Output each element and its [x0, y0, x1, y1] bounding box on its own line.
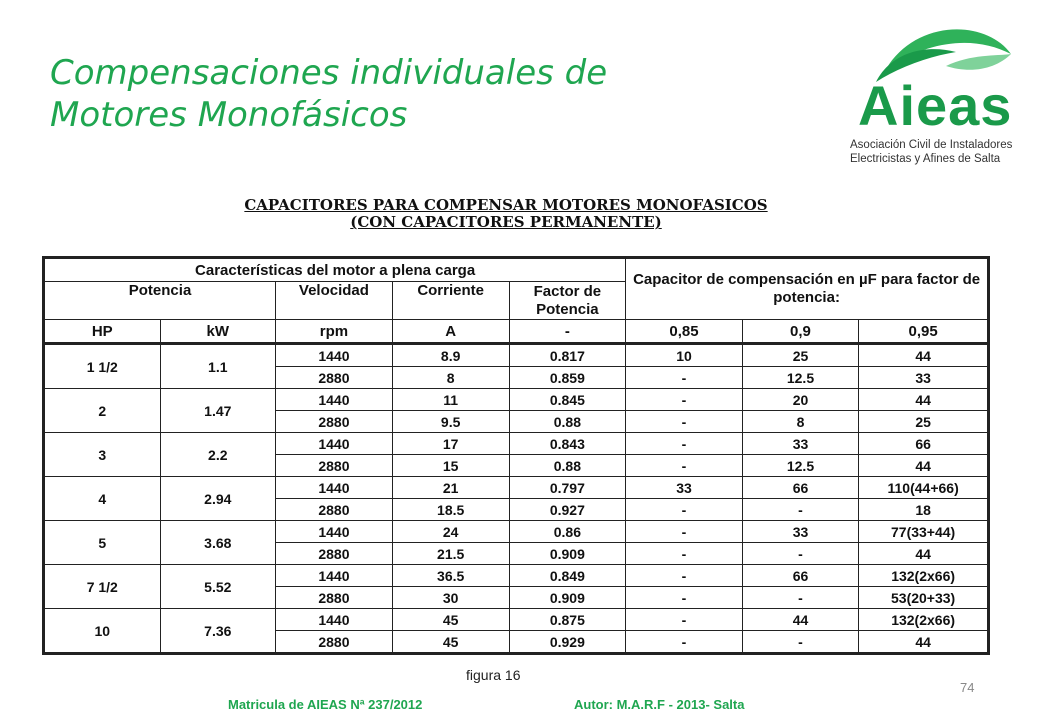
footer-right: Autor: M.A.R.F - 2013- Salta: [574, 697, 745, 712]
slide-title: [50, 52, 607, 136]
cell-cap-09: 12.5: [742, 367, 859, 389]
table-row: [44, 521, 989, 543]
cell-cap-085: -: [626, 367, 743, 389]
table-title-line2: (CON CAPACITORES PERMANENTE): [350, 213, 662, 231]
pf-085: 0,85: [626, 320, 743, 344]
header-factor: Factor de Potencia: [509, 282, 626, 320]
cell-cap-085: -: [626, 587, 743, 609]
cell-rpm: 2880: [276, 411, 393, 433]
cell-cap-085: -: [626, 565, 743, 587]
cell-cap-09: 12.5: [742, 455, 859, 477]
figure-caption: figura 16: [466, 667, 521, 683]
cell-power-factor: 0.929: [509, 631, 626, 654]
table-row: [44, 344, 989, 367]
cell-cap-09: 66: [742, 477, 859, 499]
cell-rpm: 2880: [276, 543, 393, 565]
cell-cap-085: -: [626, 389, 743, 411]
motor-hp: 3: [44, 433, 161, 477]
logo-subtitle: [850, 138, 1012, 166]
cell-cap-09: 8: [742, 411, 859, 433]
cell-rpm: 1440: [276, 477, 393, 499]
header-capacitor: Capacitor de compensación en µF para factor de potencia:: [626, 258, 989, 320]
cell-cap-085: -: [626, 411, 743, 433]
motor-kw: 2.94: [160, 477, 276, 521]
cell-current: 24: [392, 521, 509, 543]
cell-cap-09: -: [742, 543, 859, 565]
cell-current: 21: [392, 477, 509, 499]
cell-rpm: 2880: [276, 631, 393, 654]
slide-title-line1: Compensaciones individuales de: [50, 53, 608, 93]
cell-cap-085: -: [626, 543, 743, 565]
unit-dash: -: [509, 320, 626, 344]
table-title: [226, 197, 786, 231]
pf-09: 0,9: [742, 320, 859, 344]
cell-rpm: 2880: [276, 455, 393, 477]
motor-hp: 10: [44, 609, 161, 654]
cell-current: 17: [392, 433, 509, 455]
table-row: [44, 565, 989, 587]
cell-cap-09: 66: [742, 565, 859, 587]
header-velocidad: Velocidad: [276, 282, 393, 320]
cell-current: 45: [392, 609, 509, 631]
cell-power-factor: 0.843: [509, 433, 626, 455]
logo-subtitle-line1: Asociación Civil de Instaladores: [850, 139, 1013, 151]
cell-power-factor: 0.797: [509, 477, 626, 499]
cell-current: 18.5: [392, 499, 509, 521]
unit-kw: kW: [160, 320, 276, 344]
table-title-line1: CAPACITORES PARA COMPENSAR MOTORES MONOFASICOS: [244, 196, 768, 214]
table-row: [44, 609, 989, 631]
cell-cap-095: 66: [859, 433, 989, 455]
motor-hp: 7 1/2: [44, 565, 161, 609]
cell-cap-09: -: [742, 499, 859, 521]
cell-cap-095: 132(2x66): [859, 565, 989, 587]
unit-hp: HP: [44, 320, 161, 344]
cell-current: 36.5: [392, 565, 509, 587]
unit-rpm: rpm: [276, 320, 393, 344]
cell-cap-09: -: [742, 631, 859, 654]
cell-rpm: 1440: [276, 344, 393, 367]
table-row: [44, 389, 989, 411]
cell-rpm: 1440: [276, 433, 393, 455]
cell-cap-095: 44: [859, 389, 989, 411]
cell-cap-09: 25: [742, 344, 859, 367]
cell-power-factor: 0.859: [509, 367, 626, 389]
motor-kw: 7.36: [160, 609, 276, 654]
motor-hp: 1 1/2: [44, 344, 161, 389]
motor-kw: 5.52: [160, 565, 276, 609]
cell-cap-09: 20: [742, 389, 859, 411]
capacitor-table: [42, 256, 990, 655]
motor-hp: 4: [44, 477, 161, 521]
cell-cap-095: 44: [859, 543, 989, 565]
footer-left: Matricula de AIEAS Nª 237/2012: [228, 697, 423, 712]
cell-cap-095: 18: [859, 499, 989, 521]
cell-cap-085: -: [626, 455, 743, 477]
cell-power-factor: 0.909: [509, 543, 626, 565]
page-number: 74: [960, 680, 975, 695]
cell-cap-085: -: [626, 433, 743, 455]
header-potencia: Potencia: [44, 282, 276, 320]
cell-power-factor: 0.817: [509, 344, 626, 367]
cell-current: 15: [392, 455, 509, 477]
slide-title-line2: Motores Monofásicos: [50, 95, 408, 135]
cell-cap-09: 44: [742, 609, 859, 631]
cell-cap-095: 33: [859, 367, 989, 389]
motor-kw: 2.2: [160, 433, 276, 477]
cell-cap-095: 44: [859, 631, 989, 654]
cell-power-factor: 0.909: [509, 587, 626, 609]
cell-cap-09: 33: [742, 433, 859, 455]
cell-cap-095: 44: [859, 455, 989, 477]
cell-cap-09: -: [742, 587, 859, 609]
cell-power-factor: 0.845: [509, 389, 626, 411]
cell-cap-085: 10: [626, 344, 743, 367]
header-corriente: Corriente: [392, 282, 509, 320]
logo-subtitle-line2: Electricistas y Afines de Salta: [850, 153, 1001, 165]
cell-cap-095: 77(33+44): [859, 521, 989, 543]
cell-cap-095: 110(44+66): [859, 477, 989, 499]
unit-a: A: [392, 320, 509, 344]
cell-cap-095: 44: [859, 344, 989, 367]
cell-rpm: 1440: [276, 565, 393, 587]
header-motor-group: Características del motor a plena carga: [44, 258, 626, 282]
logo-wordmark: Aieas: [858, 74, 1013, 137]
cell-current: 30: [392, 587, 509, 609]
cell-cap-095: 53(20+33): [859, 587, 989, 609]
motor-hp: 5: [44, 521, 161, 565]
cell-cap-095: 132(2x66): [859, 609, 989, 631]
cell-cap-085: -: [626, 499, 743, 521]
cell-rpm: 2880: [276, 367, 393, 389]
cell-rpm: 1440: [276, 389, 393, 411]
cell-power-factor: 0.927: [509, 499, 626, 521]
motor-kw: 1.47: [160, 389, 276, 433]
cell-cap-085: -: [626, 609, 743, 631]
cell-rpm: 1440: [276, 521, 393, 543]
cell-power-factor: 0.875: [509, 609, 626, 631]
cell-current: 45: [392, 631, 509, 654]
table-row: [44, 477, 989, 499]
cell-rpm: 2880: [276, 587, 393, 609]
table-row: [44, 433, 989, 455]
cell-cap-095: 25: [859, 411, 989, 433]
cell-cap-09: 33: [742, 521, 859, 543]
motor-kw: 3.68: [160, 521, 276, 565]
cell-rpm: 1440: [276, 609, 393, 631]
cell-current: 9.5: [392, 411, 509, 433]
cell-cap-085: -: [626, 631, 743, 654]
cell-current: 8: [392, 367, 509, 389]
motor-kw: 1.1: [160, 344, 276, 389]
cell-power-factor: 0.86: [509, 521, 626, 543]
cell-current: 8.9: [392, 344, 509, 367]
cell-power-factor: 0.849: [509, 565, 626, 587]
cell-power-factor: 0.88: [509, 455, 626, 477]
cell-power-factor: 0.88: [509, 411, 626, 433]
cell-current: 11: [392, 389, 509, 411]
pf-095: 0,95: [859, 320, 989, 344]
cell-cap-085: 33: [626, 477, 743, 499]
cell-current: 21.5: [392, 543, 509, 565]
cell-rpm: 2880: [276, 499, 393, 521]
motor-hp: 2: [44, 389, 161, 433]
cell-cap-085: -: [626, 521, 743, 543]
